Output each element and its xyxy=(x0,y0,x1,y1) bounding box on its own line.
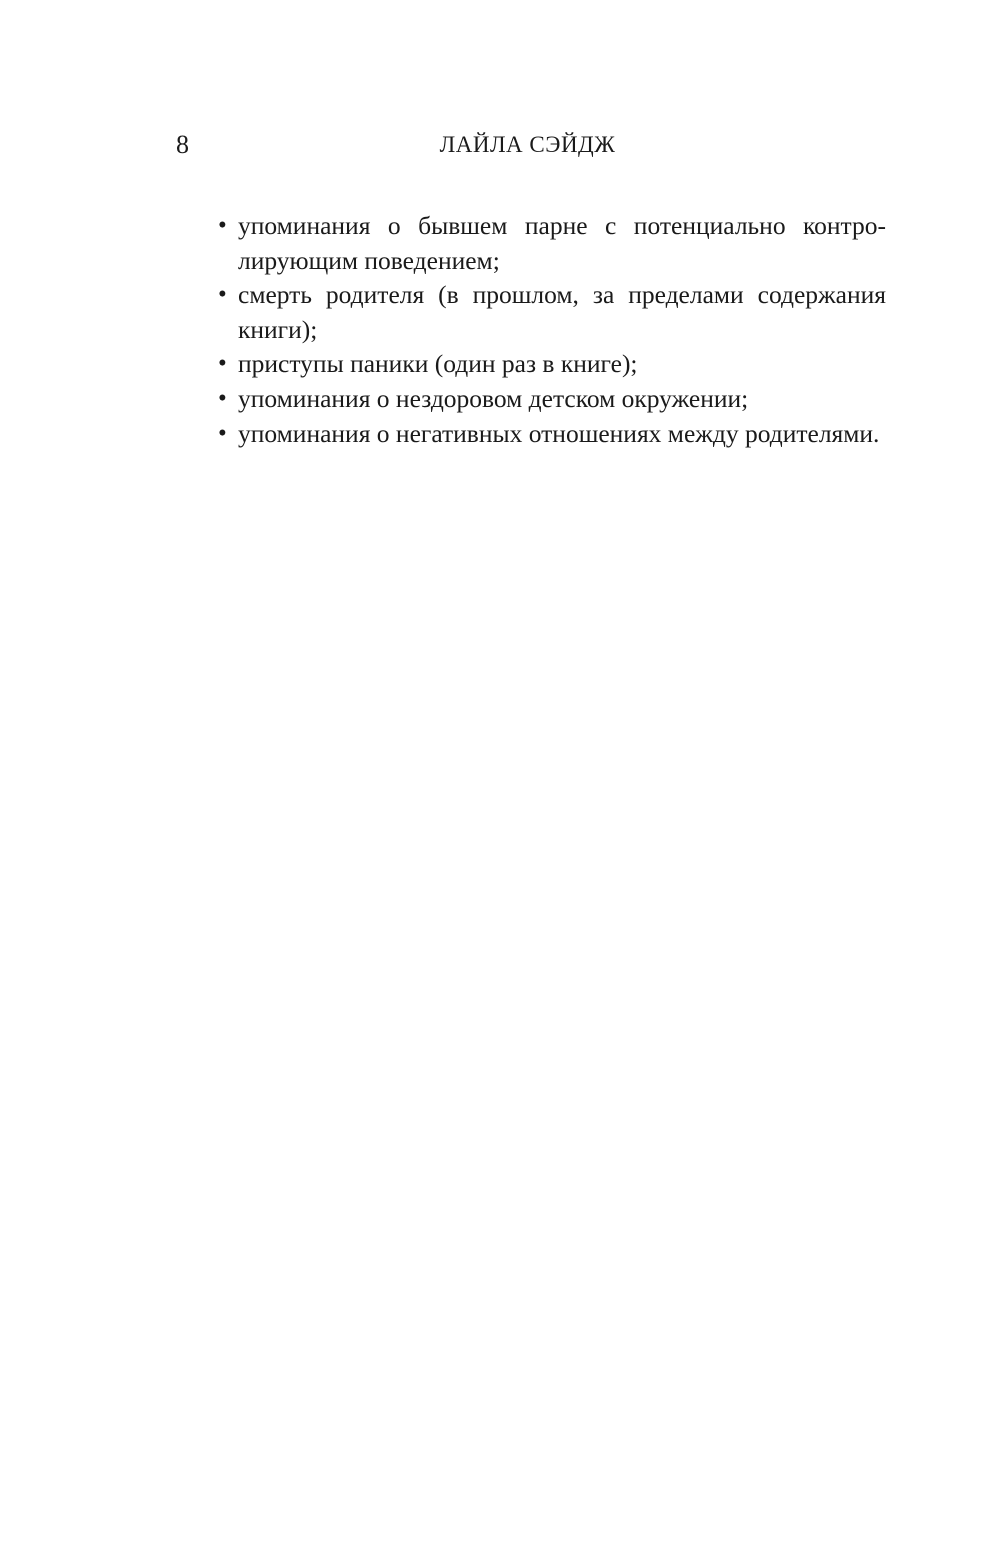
list-item xyxy=(218,347,886,382)
list-item-text: упоминания о нездоровом детском окружении; xyxy=(238,383,749,413)
list-item-text: упоминания о негативных отношениях между родителями. xyxy=(238,418,880,448)
list-item xyxy=(218,417,886,452)
list-item xyxy=(218,278,886,347)
bullet-icon: • xyxy=(218,281,227,309)
bullet-icon: • xyxy=(218,419,227,447)
bullet-icon: • xyxy=(218,384,227,412)
bullet-icon: • xyxy=(218,212,227,239)
list-item-text: смерть родителя (в прошлом, за пределами содержания книги); xyxy=(238,280,886,344)
content-warning-list xyxy=(218,209,886,451)
page-number: 8 xyxy=(176,130,189,159)
bullet-icon: • xyxy=(218,350,227,378)
list-item xyxy=(218,382,886,417)
running-head-author: ЛАЙЛА СЭЙДЖ xyxy=(439,132,616,157)
list-item xyxy=(218,209,886,278)
list-item-text: приступы паники (один раз в книге); xyxy=(238,349,638,379)
page-content xyxy=(218,209,886,451)
running-head xyxy=(0,128,1000,162)
list-item-text: упоминания о бывшем парне с потенциально контролирующим поведением; xyxy=(238,211,886,275)
